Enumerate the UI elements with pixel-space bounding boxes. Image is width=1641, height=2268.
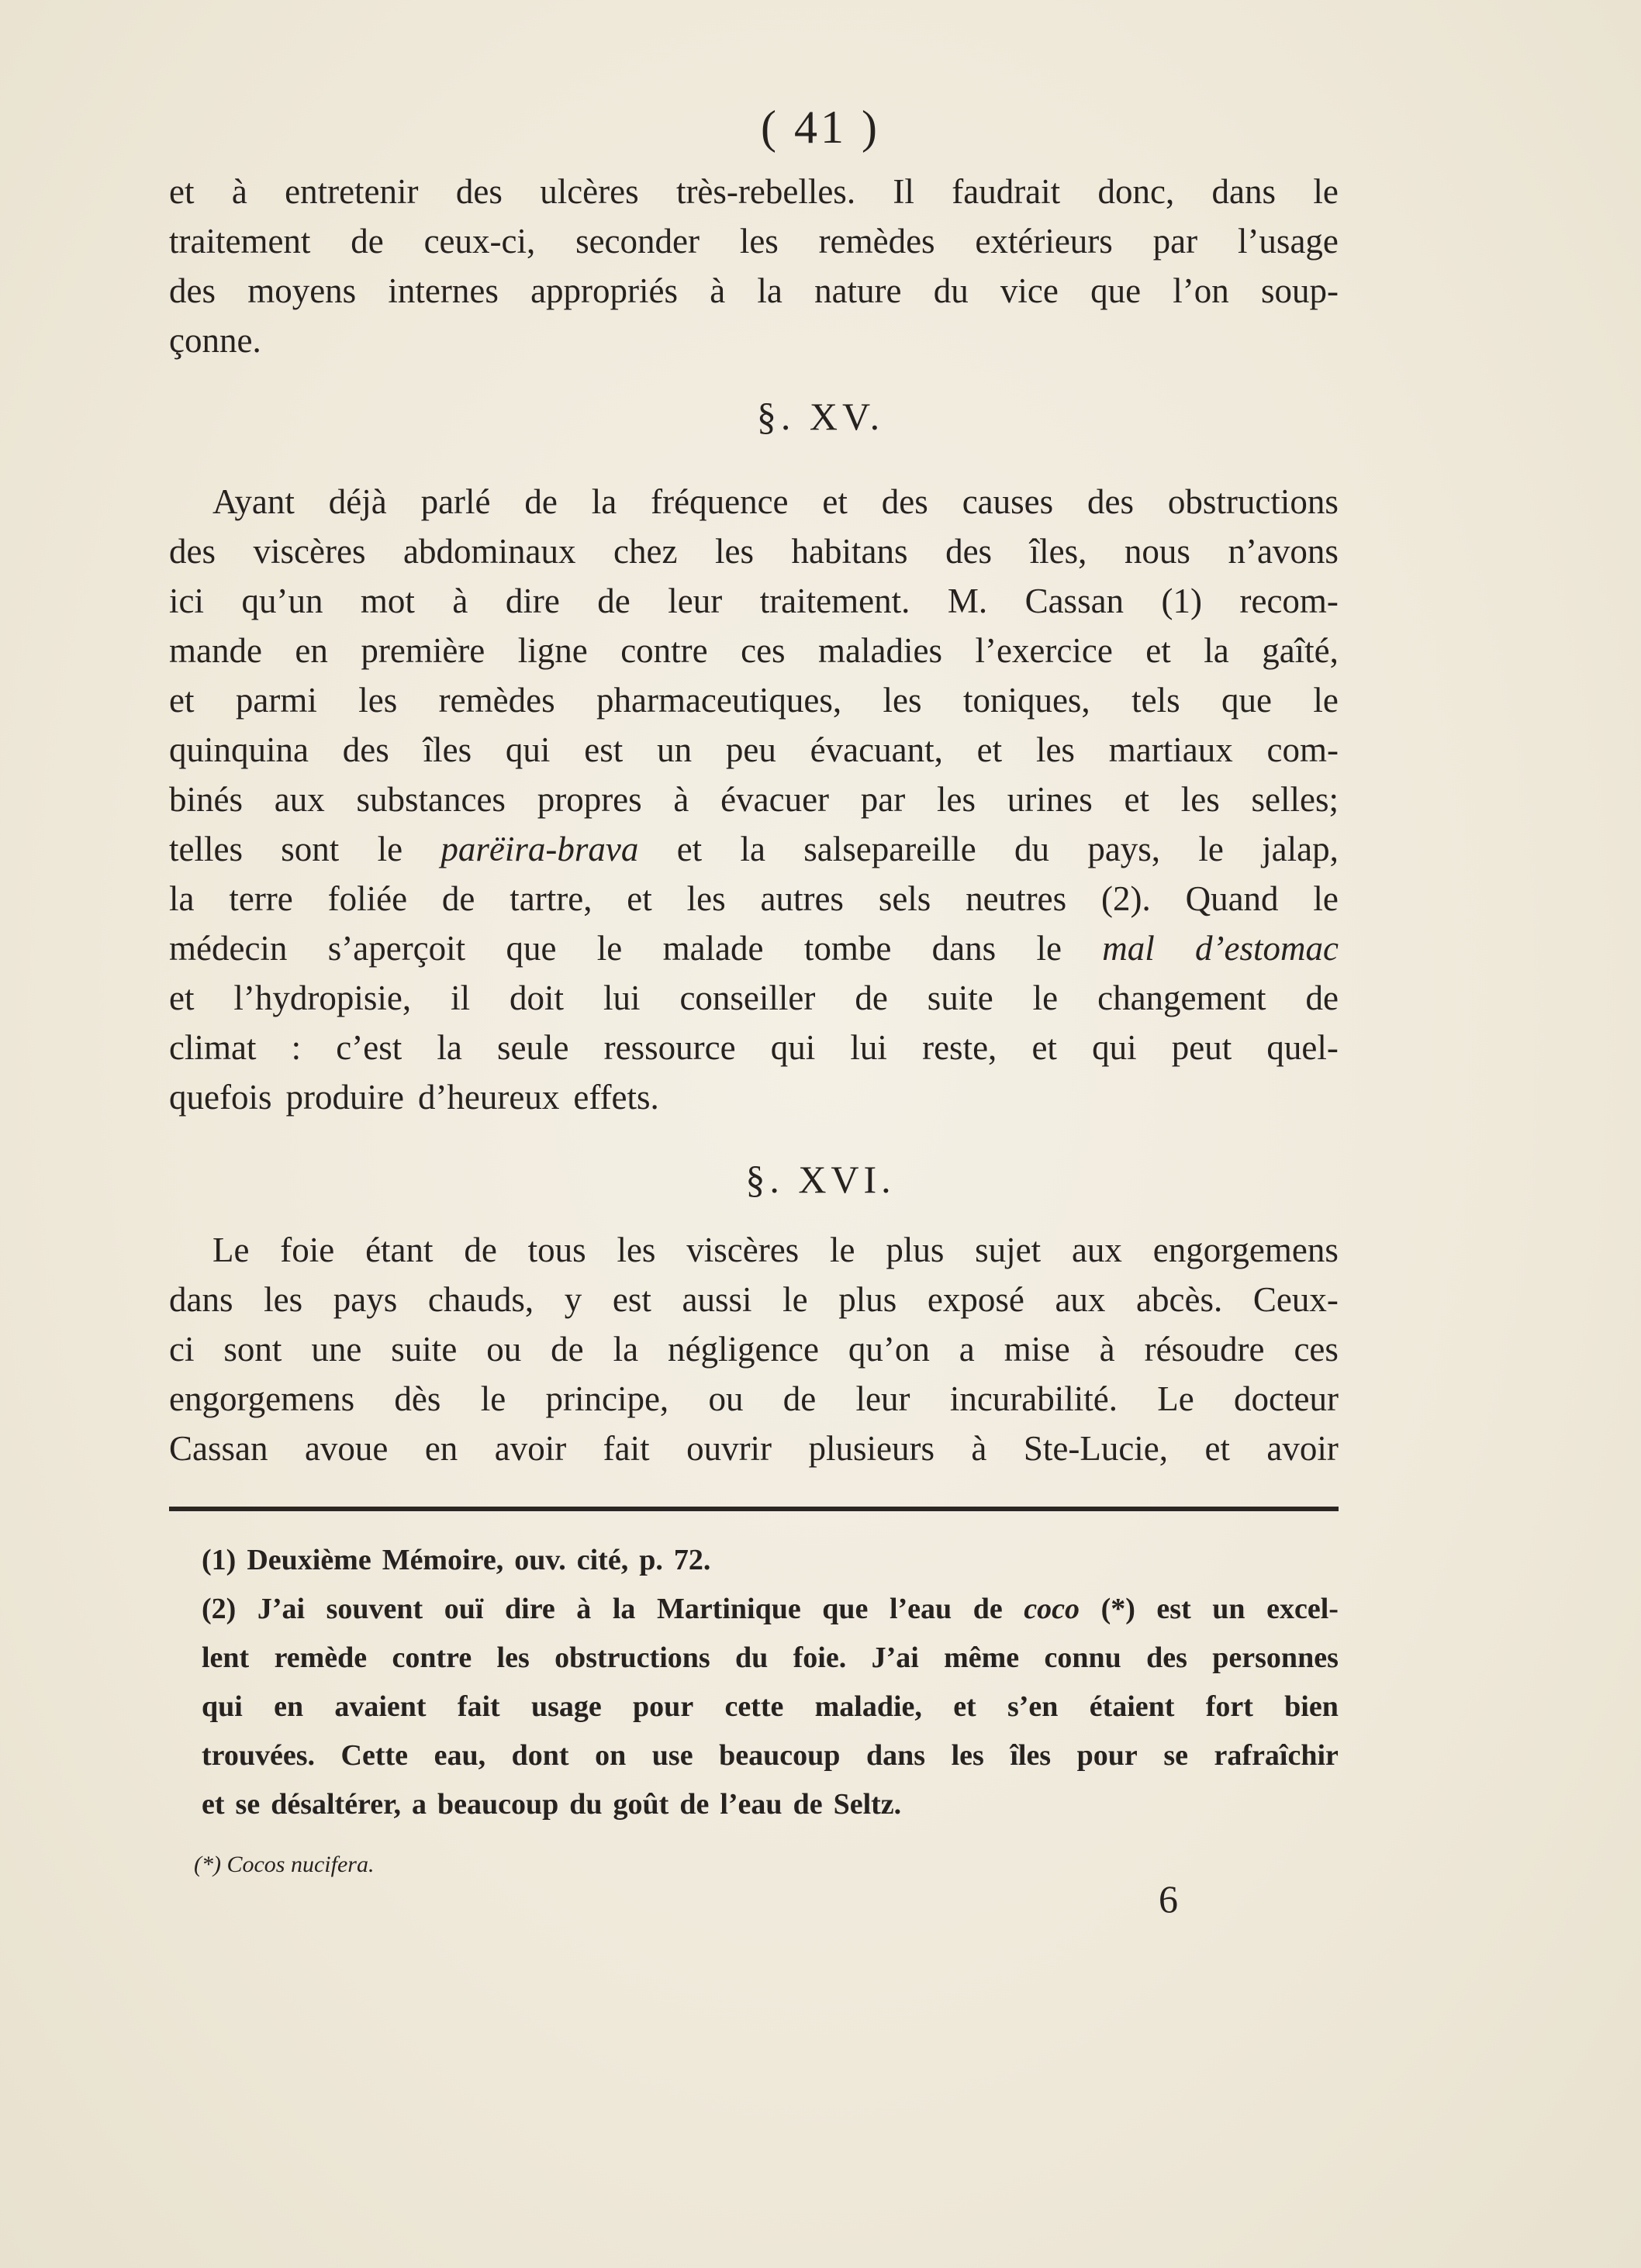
- p2-line-11: et l’hydropisie, il doit lui conseiller de suite le changement de: [169, 979, 1339, 1017]
- p2-line-6: quinquina des îles qui est un peu évacuant, et les martiaux com-: [169, 730, 1339, 769]
- paragraph-3: [169, 1225, 1339, 1473]
- p3-line-2: dans les pays chauds, y est aussi le plus exposé aux abcès. Ceux-: [169, 1280, 1339, 1319]
- p2-line-7: binés aux substances propres à évacuer par les urines et les selles;: [169, 780, 1339, 819]
- p3-line-5: Cassan avoue en avoir fait ouvrir plusieurs à Ste-Lucie, et avoir: [169, 1429, 1339, 1468]
- p1-line-3: des moyens internes appropriés à la nature du vice que l’on soup-: [169, 271, 1339, 310]
- fn-line-1: (1) Deuxième Mémoire, ouv. cité, p. 72.: [202, 1544, 711, 1576]
- section-heading-xv: §. XV.: [756, 395, 885, 438]
- fn-line-2: (2) J’ai souvent ouï dire à la Martinique que l’eau de coco (*) est un excel-: [202, 1593, 1339, 1625]
- section-heading-xvi: §. XVI.: [745, 1158, 896, 1201]
- footnotes: [169, 1536, 1339, 1829]
- paragraph-2: [169, 477, 1339, 1122]
- fn-line-4: qui en avaient fait usage pour cette maladie, et s’en étaient fort bien: [202, 1690, 1339, 1723]
- p2-line-10: médecin s’aperçoit que le malade tombe dans le mal d’estomac: [169, 929, 1339, 968]
- fn-line-3: lent remède contre les obstructions du foie. J’ai même connu des personnes: [202, 1641, 1339, 1674]
- paragraph-1: [169, 167, 1339, 365]
- footnote-divider: [169, 1507, 1339, 1511]
- page-number: ( 41 ): [761, 102, 880, 153]
- p2-line-1: Ayant déjà parlé de la fréquence et des causes des obstructions: [212, 482, 1339, 521]
- p2-line-13: quefois produire d’heureux effets.: [169, 1078, 659, 1117]
- fn-line-6: et se désaltérer, a beaucoup du goût de l’eau de Seltz.: [202, 1788, 902, 1821]
- signature-mark: 6: [1159, 1877, 1178, 1921]
- p1-line-4: çonne.: [169, 321, 261, 360]
- p2-line-8: telles sont le parëira-brava et la salsepareille du pays, le jalap,: [169, 830, 1339, 868]
- p3-line-4: engorgemens dès le principe, ou de leur incurabilité. Le docteur: [169, 1379, 1339, 1418]
- p2-line-5: et parmi les remèdes pharmaceutiques, les toniques, tels que le: [169, 681, 1339, 720]
- p1-line-1: et à entretenir des ulcères très-rebelles. Il faudrait donc, dans le: [169, 172, 1339, 211]
- fn-line-5: trouvées. Cette eau, dont on use beaucoup dans les îles pour se rafraîchir: [202, 1739, 1339, 1772]
- p3-line-3: ci sont une suite ou de la négligence qu’on a mise à résoudre ces: [169, 1330, 1339, 1369]
- p2-line-3: ici qu’un mot à dire de leur traitement. M. Cassan (1) recom-: [169, 582, 1339, 620]
- footnote-subnote: (*) Cocos nucifera.: [194, 1852, 375, 1877]
- p1-line-2: traitement de ceux-ci, seconder les remèdes extérieurs par l’usage: [169, 222, 1339, 261]
- p3-line-1: Le foie étant de tous les viscères le plus sujet aux engorgemens: [212, 1231, 1339, 1269]
- p2-line-2: des viscères abdominaux chez les habitans des îles, nous n’avons: [169, 532, 1339, 571]
- p2-line-12: climat : c’est la seule ressource qui lui reste, et qui peut quel-: [169, 1028, 1339, 1067]
- p2-line-4: mande en première ligne contre ces maladies l’exercice et la gaîté,: [169, 631, 1339, 670]
- p2-line-9: la terre foliée de tartre, et les autres sels neutres (2). Quand le: [169, 879, 1339, 918]
